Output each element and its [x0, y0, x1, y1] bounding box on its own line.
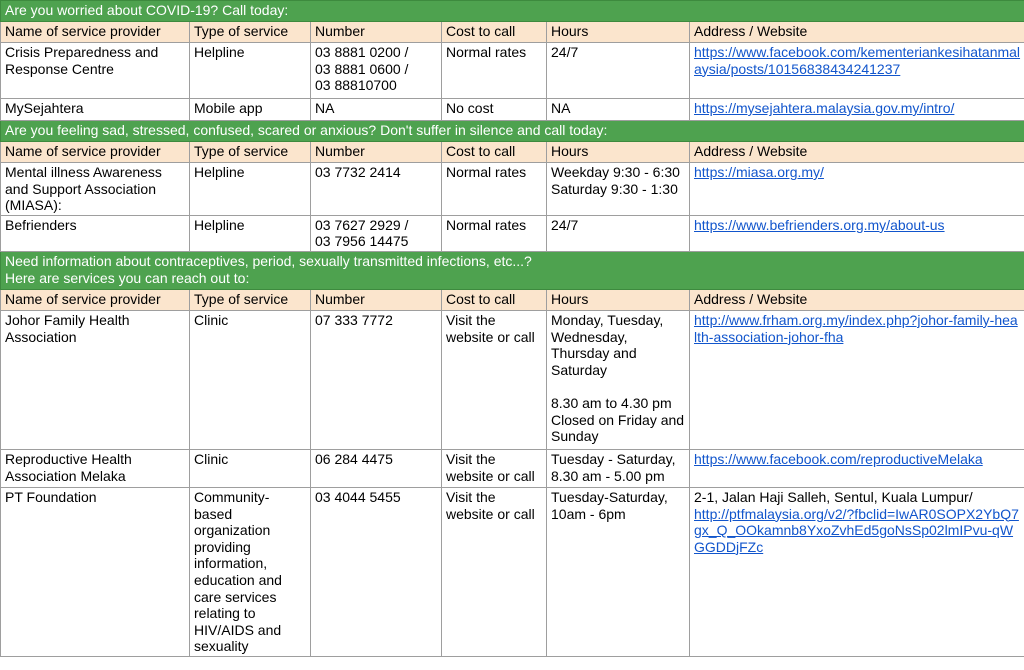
service-hours-line: 8.30 am to 4.30 pm Closed on Friday and Sunday	[551, 394, 685, 445]
section-title-text: Are you worried about COVID-19? Call today:	[5, 2, 289, 18]
call-cost: No cost	[442, 99, 547, 121]
provider-name: Befrienders	[1, 215, 190, 251]
address-website	[690, 487, 1024, 656]
phone-number	[311, 43, 442, 99]
service-hours	[547, 99, 690, 121]
column-header: Address / Website	[690, 142, 1024, 163]
column-header: Type of service	[190, 142, 311, 163]
provider-name: Mental illness Awareness and Support Association (MIASA):	[1, 163, 190, 216]
provider-name: Crisis Preparedness and Response Centre	[1, 43, 190, 99]
service-hours-line: 24/7	[551, 216, 579, 233]
website-link[interactable]: http://ptfmalaysia.org/v2/?fbclid=IwAR0SOPX2YbQ7gx_Q_OOkamnb8YxoZvhEd5goNsSp02lmIPvu-qWGGDDjFZc	[694, 505, 1019, 555]
call-cost: Normal rates	[442, 43, 547, 99]
section-title-row	[1, 251, 1024, 289]
provider-name: PT Foundation	[1, 487, 190, 656]
column-header: Name of service provider	[1, 22, 190, 43]
service-hours-line: NA	[551, 100, 571, 116]
column-header: Name of service provider	[1, 289, 190, 310]
service-hours-line: 8.30 am - 5.00 pm	[551, 467, 665, 484]
column-header: Number	[311, 289, 442, 310]
service-hours	[547, 43, 690, 99]
column-header-row	[1, 22, 1024, 43]
table-row	[1, 487, 1024, 656]
service-type: Helpline	[190, 163, 311, 216]
website-link[interactable]: http://www.frham.org.my/index.php?johor-family-health-association-johor-fha	[694, 311, 1018, 345]
service-type: Mobile app	[190, 99, 311, 121]
service-hours-line: 24/7	[551, 44, 579, 60]
service-hours-line: 10am - 6pm	[551, 505, 626, 522]
column-header-row	[1, 289, 1024, 310]
section-title	[1, 1, 1024, 22]
column-header: Type of service	[190, 22, 311, 43]
section-title-text: Need information about contraceptives, period, sexually transmitted infections, etc...?	[5, 252, 532, 269]
address-website	[690, 449, 1024, 487]
phone-number	[311, 215, 442, 251]
phone-number	[311, 163, 442, 216]
service-hours	[547, 449, 690, 487]
service-hours	[547, 487, 690, 656]
section-title-text: Are you feeling sad, stressed, confused, scared or anxious? Don't suffer in silence and call today:	[5, 122, 608, 138]
column-header: Hours	[547, 22, 690, 43]
phone-number	[311, 449, 442, 487]
phone-number	[311, 487, 442, 656]
phone-number-line: 03 88810700	[315, 77, 397, 94]
address-text: 2-1, Jalan Haji Salleh, Sentul, Kuala Lumpur/	[694, 488, 973, 505]
phone-number-line: 03 7627 2929 /	[315, 216, 409, 233]
phone-number-line: 03 4044 5455	[315, 488, 401, 505]
address-website	[690, 310, 1024, 449]
column-header: Cost to call	[442, 142, 547, 163]
website-link[interactable]: https://mysejahtera.malaysia.gov.my/intro/	[694, 100, 955, 116]
section-subtitle-text: Here are services you can reach out to:	[5, 269, 250, 286]
service-hours	[547, 215, 690, 251]
section-title	[1, 121, 1024, 142]
column-header: Type of service	[190, 289, 311, 310]
table-row	[1, 43, 1024, 99]
service-type: Helpline	[190, 43, 311, 99]
provider-name: MySejahtera	[1, 99, 190, 121]
column-header: Cost to call	[442, 289, 547, 310]
phone-number	[311, 99, 442, 121]
call-cost: Visit the website or call	[442, 487, 547, 656]
address-website	[690, 215, 1024, 251]
phone-number-line: 06 284 4475	[315, 450, 393, 467]
website-link[interactable]: https://miasa.org.my/	[694, 164, 824, 180]
call-cost: Visit the website or call	[442, 310, 547, 449]
column-header: Address / Website	[690, 22, 1024, 43]
service-hours-line	[551, 378, 685, 395]
table-row	[1, 163, 1024, 216]
service-hours	[547, 310, 690, 449]
table-row	[1, 310, 1024, 449]
service-hours-line: Weekday 9:30 - 6:30	[551, 164, 680, 180]
address-website	[690, 163, 1024, 216]
address-website	[690, 99, 1024, 121]
call-cost: Normal rates	[442, 163, 547, 216]
column-header-row	[1, 142, 1024, 163]
section-title-row	[1, 121, 1024, 142]
section-title-row	[1, 1, 1024, 22]
call-cost: Normal rates	[442, 215, 547, 251]
column-header: Number	[311, 142, 442, 163]
service-type: Clinic	[190, 449, 311, 487]
website-link[interactable]: https://www.befrienders.org.my/about-us	[694, 216, 945, 233]
phone-number	[311, 310, 442, 449]
service-hours-line: Tuesday-Saturday,	[551, 488, 668, 505]
phone-number-line: 03 7956 14475	[315, 233, 409, 250]
phone-number-line: NA	[315, 100, 335, 116]
column-header: Hours	[547, 142, 690, 163]
phone-number-line: 03 7732 2414	[315, 164, 401, 180]
phone-number-line: 03 8881 0600 /	[315, 60, 409, 77]
table-row	[1, 449, 1024, 487]
column-header: Address / Website	[690, 289, 1024, 310]
column-header: Cost to call	[442, 22, 547, 43]
website-link[interactable]: https://www.facebook.com/kementeriankesihatanmalaysia/posts/10156838434241237	[694, 44, 1021, 77]
service-type: Community-based organization providing information, education and care services relating to HIV/AIDS and sexuality	[190, 487, 311, 656]
table-row	[1, 99, 1024, 121]
column-header: Hours	[547, 289, 690, 310]
column-header: Name of service provider	[1, 142, 190, 163]
table-row	[1, 215, 1024, 251]
phone-number-line: 07 333 7772	[315, 311, 393, 328]
provider-name: Johor Family Health Association	[1, 310, 190, 449]
service-hours-line: Tuesday - Saturday,	[551, 450, 676, 467]
service-type: Clinic	[190, 310, 311, 449]
call-cost: Visit the website or call	[442, 449, 547, 487]
column-header: Number	[311, 22, 442, 43]
phone-number-line: 03 8881 0200 /	[315, 44, 409, 60]
provider-name: Reproductive Health Association Melaka	[1, 449, 190, 487]
website-link[interactable]: https://www.facebook.com/reproductiveMelaka	[694, 450, 983, 467]
service-hours-line: Monday, Tuesday, Wednesday, Thursday and Saturday	[551, 311, 664, 378]
service-hours-line: Saturday 9:30 - 1:30	[551, 180, 678, 197]
address-website	[690, 43, 1024, 99]
section-title	[1, 251, 1024, 289]
service-type: Helpline	[190, 215, 311, 251]
service-hours	[547, 163, 690, 216]
